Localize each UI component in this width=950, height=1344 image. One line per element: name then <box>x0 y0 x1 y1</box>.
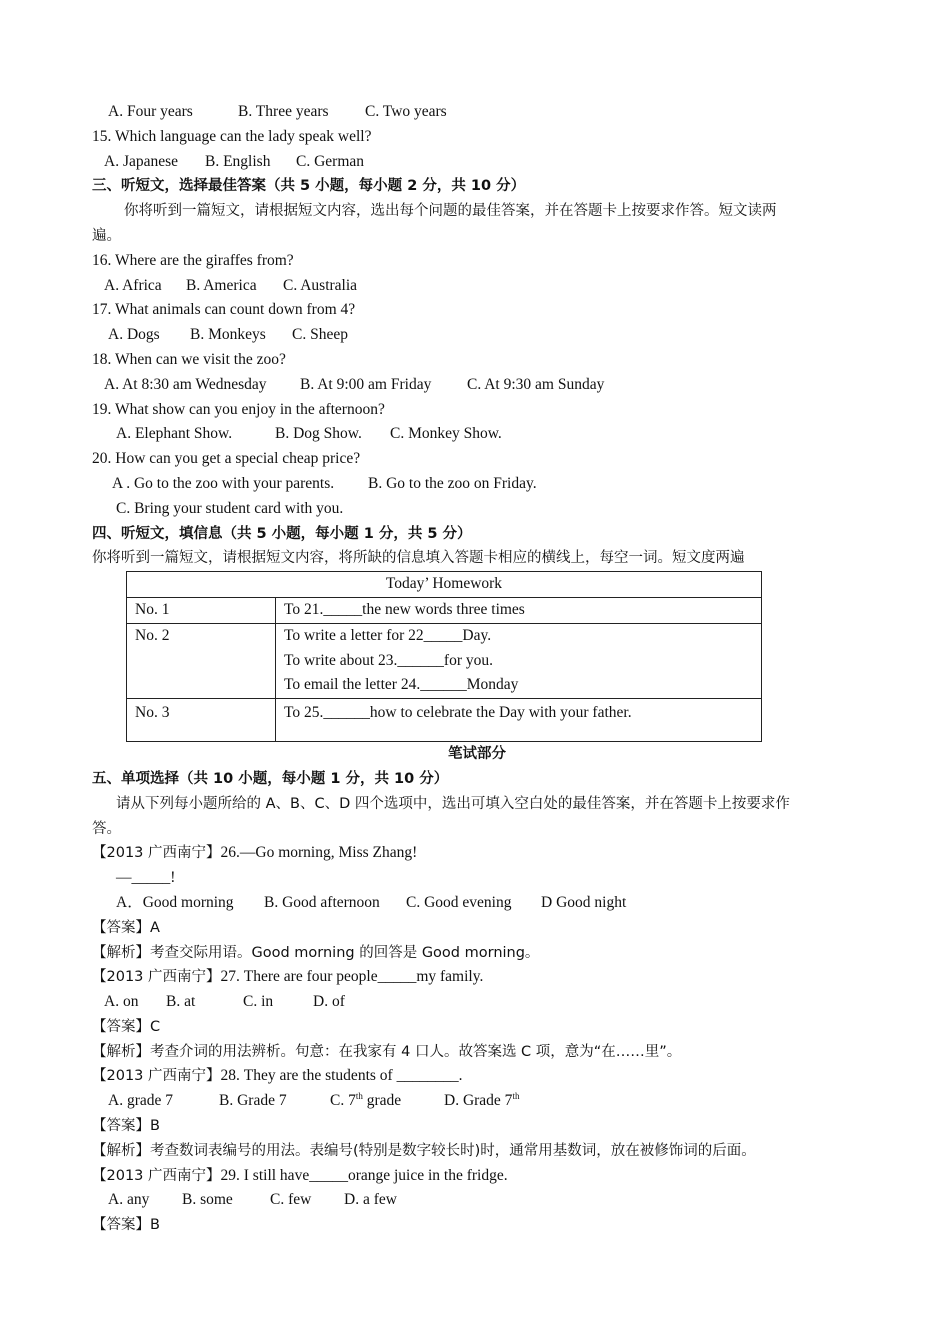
q16-options <box>92 274 862 299</box>
q28-analysis-label: 【解析】 <box>92 1142 150 1159</box>
q26-analysis <box>92 941 862 966</box>
q17-question: 17. What animals can count down from 4? <box>92 301 356 319</box>
q15-option-c: C. German <box>296 152 365 170</box>
q28-answer: 【答案】B <box>92 1118 160 1135</box>
q20-option-a: A . Go to the zoo with your parents. <box>112 474 335 492</box>
q28-options <box>92 1089 862 1114</box>
row-label: No. 3 <box>127 699 276 742</box>
q14-options <box>92 100 862 125</box>
section5-heading: 五、单项选择（共 10 小题，每小题 1 分，共 10 分） <box>92 770 449 787</box>
q27-analysis-text: 考查介词的用法辨析。句意：在我家有 4 口人。故答案选 C 项，意为“在……里”。 <box>150 1043 682 1060</box>
q28-option-d-text: D. Grade 7 <box>444 1092 513 1110</box>
q15-option-b: B. English <box>205 152 271 170</box>
q17-options <box>92 323 862 348</box>
q28-option-a: A. grade 7 <box>108 1092 173 1110</box>
q27-option-d: D. of <box>313 993 345 1011</box>
q28-option-d-sup: th <box>512 1091 520 1102</box>
q27-text: 27. There are four people_____my family. <box>220 968 484 986</box>
q14-option-b: B. Three years <box>238 103 329 120</box>
q26-option-c: C. Good evening <box>406 893 512 911</box>
homework-table <box>126 571 762 742</box>
q16-option-b: B. America <box>186 276 257 294</box>
q16-option-c: C. Australia <box>283 276 358 294</box>
q15-option-a: A. Japanese <box>104 152 179 170</box>
q28-analysis <box>92 1139 862 1164</box>
q28-option-d <box>444 1089 519 1114</box>
q28-analysis-text: 考查数词表编号的用法。表编号(特别是数字较长时)时，通常用基数词，放在被修饰词的后面。 <box>150 1142 756 1159</box>
q20-option-b: B. Go to the zoo on Friday. <box>368 474 537 492</box>
blank-24: To email the letter 24.______Monday <box>284 676 519 694</box>
q29-option-a: A. any <box>108 1191 150 1209</box>
q14-option-c: C. Two years <box>365 103 447 120</box>
q26-text: 26.—Go morning, Miss Zhang! <box>220 844 418 862</box>
q29-options <box>92 1188 862 1213</box>
row-label: No. 2 <box>127 623 276 698</box>
q17-option-a: A. Dogs <box>108 326 160 344</box>
q29-question <box>92 1164 862 1189</box>
section3-instruction-cont: 遍。 <box>92 227 121 244</box>
section4-instruction: 你将听到一篇短文，请根据短文内容，将所缺的信息填入答题卡相应的横线上，每空一词。短文度两遍 <box>92 550 745 567</box>
q19-question: 19. What show can you enjoy in the afternoon? <box>92 400 385 418</box>
q28-source: 【2013 广西南宁】 <box>92 1068 221 1085</box>
q18-option-b: B. At 9:00 am Friday <box>300 375 432 393</box>
q17-option-b: B. Monkeys <box>190 326 266 344</box>
q15-options <box>92 150 862 175</box>
q18-option-a: A. At 8:30 am Wednesday <box>104 375 267 393</box>
section5-instruction-cont: 答。 <box>92 820 121 837</box>
q26-option-b: B. Good afternoon <box>264 893 380 911</box>
row-content <box>276 623 762 698</box>
q20-options-row1 <box>92 472 862 497</box>
q20-question: 20. How can you get a special cheap price? <box>92 450 361 468</box>
document-page <box>92 100 862 1238</box>
blank-22: To write a letter for 22_____Day. <box>284 626 492 644</box>
blank-23: To write about 23.______for you. <box>284 651 493 669</box>
q26-options <box>92 891 862 916</box>
row-label: No. 1 <box>127 597 276 623</box>
section3-instruction: 你将听到一篇短文，请根据短文内容，选出每个问题的最佳答案，并在答题卡上按要求作答。短文读两 <box>124 203 777 220</box>
q27-option-b: B. at <box>166 993 196 1011</box>
row-content <box>276 699 762 742</box>
q29-option-c: C. few <box>270 1191 312 1209</box>
q28-text: 28. They are the students of ________. <box>220 1067 463 1085</box>
blank-25: To 25.______how to celebrate the Day with your father. <box>284 704 632 722</box>
blank-21: To 21._____the new words three times <box>284 600 525 618</box>
q17-option-c: C. Sheep <box>292 326 348 344</box>
q15-question: 15. Which language can the lady speak well? <box>92 127 372 145</box>
q14-option-a: A. Four years <box>108 103 193 120</box>
q19-option-c: C. Monkey Show. <box>390 425 502 443</box>
q19-option-b: B. Dog Show. <box>275 425 362 443</box>
q29-text: 29. I still have_____orange juice in the fridge. <box>220 1166 508 1184</box>
q29-option-b: B. some <box>182 1191 233 1209</box>
table-title: Today’ Homework <box>127 572 762 598</box>
q29-option-d: D. a few <box>344 1191 397 1209</box>
table-row <box>127 623 762 698</box>
q27-question <box>92 965 862 990</box>
q19-options <box>92 422 862 447</box>
q29-answer: 【答案】B <box>92 1217 160 1234</box>
q28-option-c-sup: th <box>355 1091 363 1102</box>
q26-reply: —_____! <box>116 869 176 887</box>
q16-option-a: A. Africa <box>104 276 162 294</box>
table-row <box>127 597 762 623</box>
q16-question: 16. Where are the giraffes from? <box>92 251 294 269</box>
section3-heading: 三、听短文，选择最佳答案（共 5 小题，每小题 2 分，共 10 分） <box>92 178 526 195</box>
q28-question <box>92 1064 862 1089</box>
table-title-row <box>127 572 762 598</box>
q27-option-c: C. in <box>243 993 274 1011</box>
q27-options <box>92 990 862 1015</box>
q27-source: 【2013 广西南宁】 <box>92 969 221 986</box>
q27-option-a: A. on <box>104 993 139 1011</box>
q27-analysis <box>92 1040 862 1065</box>
q29-source: 【2013 广西南宁】 <box>92 1167 221 1184</box>
q26-analysis-text: 考查交际用语。Good morning 的回答是 Good morning。 <box>150 944 540 961</box>
q26-analysis-label: 【解析】 <box>92 944 150 961</box>
q28-option-c-text: C. 7 <box>330 1092 356 1110</box>
q18-options <box>92 373 862 398</box>
table-row <box>127 699 762 742</box>
q27-answer: 【答案】C <box>92 1018 161 1035</box>
q19-option-a: A. Elephant Show. <box>116 425 233 443</box>
q20-option-c: C. Bring your student card with you. <box>116 499 344 517</box>
q18-option-c: C. At 9:30 am Sunday <box>467 375 605 393</box>
q28-option-c <box>330 1089 444 1114</box>
q26-option-a: A．Good morning <box>116 893 234 911</box>
row-content <box>276 597 762 623</box>
q26-answer: 【答案】A <box>92 919 160 936</box>
q18-question: 18. When can we visit the zoo? <box>92 350 286 368</box>
section5-instruction: 请从下列每小题所给的 A、B、C、D 四个选项中，选出可填入空白处的最佳答案，并在答题卡上按要求作 <box>116 795 790 812</box>
q27-analysis-label: 【解析】 <box>92 1043 150 1060</box>
q28-option-b: B. Grade 7 <box>219 1092 287 1110</box>
q28-option-c-suffix: grade <box>362 1092 402 1110</box>
q26-option-d: D Good night <box>541 893 627 911</box>
q26-source: 【2013 广西南宁】 <box>92 845 221 862</box>
q26-question <box>92 841 862 866</box>
written-section-title: 笔试部分 <box>448 746 506 763</box>
section4-heading: 四、听短文，填信息（共 5 小题，每小题 1 分，共 5 分） <box>92 525 472 542</box>
